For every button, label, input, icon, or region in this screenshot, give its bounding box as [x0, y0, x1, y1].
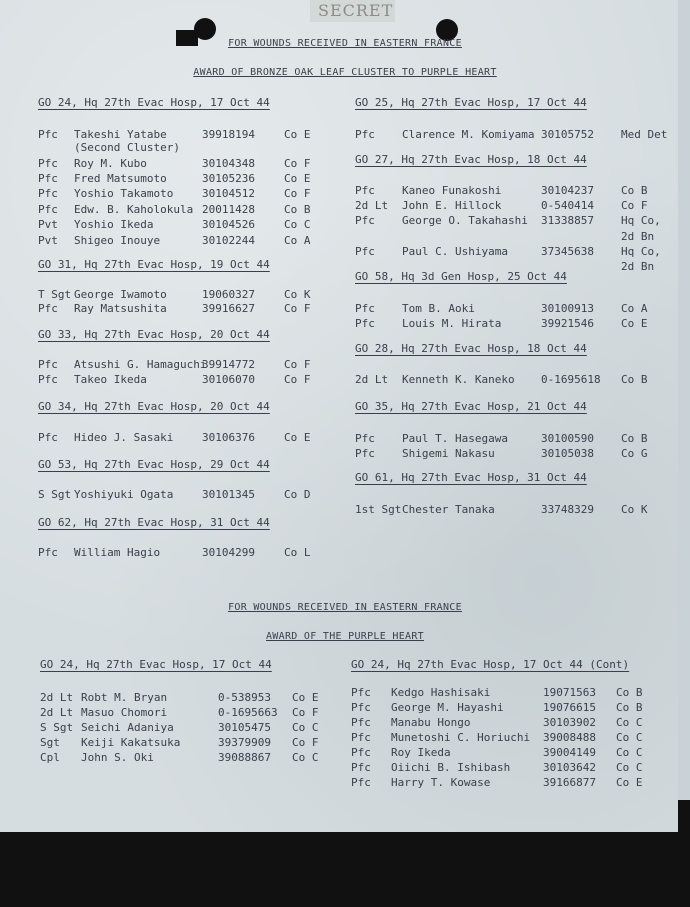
- soldier-rank: Pfc: [351, 716, 371, 729]
- soldier-rank: 1st Sgt: [355, 503, 402, 516]
- soldier-rank: Pfc: [38, 203, 58, 216]
- soldier-serial: 39918194: [202, 128, 255, 141]
- soldier-name: Chester Tanaka: [402, 503, 495, 516]
- soldier-rank: 2d Lt: [40, 706, 74, 719]
- soldier-serial: 31338857: [541, 214, 594, 227]
- soldier-name: Ray Matsushita: [74, 302, 167, 315]
- general-order-heading: GO 24, Hq 27th Evac Hosp, 17 Oct 44: [38, 96, 270, 109]
- soldier-name: Munetoshi C. Horiuchi: [391, 731, 531, 744]
- soldier-name: Paul C. Ushiyama: [402, 245, 508, 258]
- soldier-unit: Co C: [616, 761, 643, 774]
- soldier-serial: 39921546: [541, 317, 594, 330]
- soldier-unit: Co A: [284, 234, 311, 247]
- soldier-serial: 33748329: [541, 503, 594, 516]
- soldier-unit: Co C: [292, 721, 319, 734]
- general-order-heading: GO 53, Hq 27th Evac Hosp, 29 Oct 44: [38, 458, 270, 471]
- general-order-heading: GO 35, Hq 27th Evac Hosp, 21 Oct 44: [355, 400, 587, 413]
- soldier-serial: 0-1695663: [218, 706, 278, 719]
- soldier-name: Paul T. Hasegawa: [402, 432, 508, 445]
- part1-title: FOR WOUNDS RECEIVED IN EASTERN FRANCE: [228, 38, 462, 49]
- soldier-unit: Co E: [621, 317, 648, 330]
- soldier-serial: 39379909: [218, 736, 271, 749]
- soldier-rank: 2d Lt: [355, 199, 389, 212]
- soldier-rank: Pfc: [355, 214, 375, 227]
- soldier-rank: Pfc: [355, 184, 375, 197]
- soldier-name: Roy Ikeda: [391, 746, 451, 759]
- general-order-heading: GO 58, Hq 3d Gen Hosp, 25 Oct 44: [355, 270, 567, 283]
- soldier-serial: 30106376: [202, 431, 255, 444]
- general-order-heading: GO 25, Hq 27th Evac Hosp, 17 Oct 44: [355, 96, 587, 109]
- soldier-rank: Sgt: [40, 736, 60, 749]
- top-stamp: SECRET: [318, 1, 394, 20]
- soldier-name: Takeo Ikeda: [74, 373, 147, 386]
- soldier-unit: Co E: [616, 776, 643, 789]
- soldier-rank: T Sgt: [38, 288, 72, 301]
- soldier-serial: 30103642: [543, 761, 596, 774]
- soldier-unit: Co F: [292, 706, 319, 719]
- soldier-serial: 30104348: [202, 157, 255, 170]
- soldier-rank: Pfc: [38, 373, 58, 386]
- soldier-serial: 19076615: [543, 701, 596, 714]
- soldier-rank: Pfc: [38, 431, 58, 444]
- soldier-name: John E. Hillock: [402, 199, 502, 212]
- soldier-serial: 30104299: [202, 546, 255, 559]
- soldier-unit: Co L: [284, 546, 311, 559]
- soldier-name: George O. Takahashi: [402, 214, 528, 227]
- general-order-heading: GO 24, Hq 27th Evac Hosp, 17 Oct 44: [40, 658, 272, 671]
- part2-subtitle: AWARD OF THE PURPLE HEART: [265, 631, 424, 642]
- soldier-serial: 30103902: [543, 716, 596, 729]
- soldier-unit: Hq Co,: [621, 214, 661, 227]
- soldier-rank: Pfc: [351, 761, 371, 774]
- soldier-unit: Co F: [284, 358, 311, 371]
- soldier-name: Hideo J. Sasaki: [74, 431, 174, 444]
- soldier-unit: Co C: [616, 731, 643, 744]
- soldier-name: Takeshi Yatabe: [74, 128, 167, 141]
- soldier-unit: Co F: [284, 157, 311, 170]
- soldier-name: Yoshio Ikeda: [74, 218, 154, 231]
- general-order-heading: GO 24, Hq 27th Evac Hosp, 17 Oct 44 (Cont): [351, 658, 630, 671]
- soldier-name: Oiichi B. Ishibash: [391, 761, 511, 774]
- soldier-rank: Pfc: [355, 245, 375, 258]
- soldier-serial: 30100913: [541, 302, 594, 315]
- general-order-heading: GO 61, Hq 27th Evac Hosp, 31 Oct 44: [355, 471, 587, 484]
- soldier-serial: 19060327: [202, 288, 255, 301]
- soldier-rank: Pfc: [355, 302, 375, 315]
- soldier-rank: Pfc: [351, 776, 371, 789]
- soldier-unit: Co B: [616, 701, 643, 714]
- soldier-name: John S. Oki: [81, 751, 154, 764]
- soldier-rank: Pfc: [38, 187, 58, 200]
- general-order-heading: GO 27, Hq 27th Evac Hosp, 18 Oct 44: [355, 153, 587, 166]
- general-order-heading: GO 33, Hq 27th Evac Hosp, 20 Oct 44: [38, 328, 270, 341]
- soldier-serial: 30105475: [218, 721, 271, 734]
- soldier-name: Tom B. Aoki: [402, 302, 475, 315]
- soldier-name: Keiji Kakatsuka: [81, 736, 181, 749]
- soldier-rank: Pfc: [38, 358, 58, 371]
- soldier-rank: Pfc: [38, 302, 58, 315]
- soldier-serial: 20011428: [202, 203, 255, 216]
- soldier-unit: Co F: [292, 736, 319, 749]
- soldier-unit: Co K: [284, 288, 311, 301]
- soldier-unit: Med Det: [621, 128, 668, 141]
- soldier-unit: Co F: [284, 373, 311, 386]
- soldier-serial: 37345638: [541, 245, 594, 258]
- soldier-serial: 39914772: [202, 358, 255, 371]
- soldier-name: (Second Cluster): [74, 141, 180, 154]
- soldier-rank: Pfc: [38, 172, 58, 185]
- soldier-unit: Co B: [621, 373, 648, 386]
- soldier-name: Fred Matsumoto: [74, 172, 167, 185]
- soldier-name: Kenneth K. Kaneko: [402, 373, 515, 386]
- part1-subtitle: AWARD OF BRONZE OAK LEAF CLUSTER TO PURPLE HEART: [193, 67, 497, 78]
- soldier-rank: S Sgt: [40, 721, 74, 734]
- soldier-unit: Hq Co,: [621, 245, 661, 258]
- soldier-serial: 19071563: [543, 686, 596, 699]
- soldier-unit: Co C: [616, 716, 643, 729]
- soldier-name: George M. Hayashi: [391, 701, 504, 714]
- general-order-heading: GO 28, Hq 27th Evac Hosp, 18 Oct 44: [355, 342, 587, 355]
- soldier-unit: Co B: [621, 184, 648, 197]
- soldier-name: Roy M. Kubo: [74, 157, 147, 170]
- soldier-serial: 30104237: [541, 184, 594, 197]
- soldier-rank: Cpl: [40, 751, 60, 764]
- soldier-name: Harry T. Kowase: [391, 776, 491, 789]
- soldier-rank: Pfc: [355, 128, 375, 141]
- soldier-unit: Co E: [284, 172, 311, 185]
- soldier-unit: Co B: [616, 686, 643, 699]
- soldier-unit: Co C: [292, 751, 319, 764]
- soldier-serial: 0-540414: [541, 199, 594, 212]
- soldier-rank: Pfc: [355, 432, 375, 445]
- soldier-serial: 30100590: [541, 432, 594, 445]
- soldier-name: Shigemi Nakasu: [402, 447, 495, 460]
- soldier-rank: 2d Lt: [355, 373, 389, 386]
- soldier-name: Kaneo Funakoshi: [402, 184, 502, 197]
- soldier-name: Atsushi G. Hamaguchi: [74, 358, 207, 371]
- soldier-name: Edw. B. Kaholokula: [74, 203, 194, 216]
- soldier-unit: Co F: [284, 302, 311, 315]
- soldier-serial: 30101345: [202, 488, 255, 501]
- soldier-rank: Pvt: [38, 218, 58, 231]
- soldier-serial: 30104512: [202, 187, 255, 200]
- soldier-name: Manabu Hongo: [391, 716, 471, 729]
- part2-title: FOR WOUNDS RECEIVED IN EASTERN FRANCE: [228, 602, 462, 613]
- soldier-rank: Pfc: [351, 686, 371, 699]
- soldier-rank: Pfc: [38, 546, 58, 559]
- soldier-serial: 30105038: [541, 447, 594, 460]
- soldier-unit: Co C: [616, 746, 643, 759]
- soldier-unit: Co F: [284, 187, 311, 200]
- soldier-serial: 39004149: [543, 746, 596, 759]
- soldier-name: Kedgo Hashisaki: [391, 686, 491, 699]
- soldier-unit: 2d Bn: [621, 230, 655, 243]
- soldier-unit: Co E: [292, 691, 319, 704]
- soldier-name: William Hagio: [74, 546, 161, 559]
- soldier-unit: Co K: [621, 503, 648, 516]
- paper-edge: [678, 0, 690, 800]
- soldier-serial: 30105752: [541, 128, 594, 141]
- soldier-rank: Pfc: [351, 701, 371, 714]
- soldier-serial: 0-1695618: [541, 373, 601, 386]
- soldier-unit: Co C: [284, 218, 311, 231]
- general-order-heading: GO 31, Hq 27th Evac Hosp, 19 Oct 44: [38, 258, 270, 271]
- soldier-unit: Co B: [621, 432, 648, 445]
- soldier-serial: 0-538953: [218, 691, 271, 704]
- soldier-unit: Co E: [284, 128, 311, 141]
- soldier-name: Masuo Chomori: [81, 706, 168, 719]
- soldier-serial: 39088867: [218, 751, 271, 764]
- general-order-heading: GO 34, Hq 27th Evac Hosp, 20 Oct 44: [38, 400, 270, 413]
- soldier-name: Seichi Adaniya: [81, 721, 174, 734]
- soldier-serial: 39008488: [543, 731, 596, 744]
- soldier-unit: 2d Bn: [621, 260, 655, 273]
- soldier-name: Clarence M. Komiyama: [402, 128, 535, 141]
- soldier-serial: 30104526: [202, 218, 255, 231]
- soldier-unit: Co E: [284, 431, 311, 444]
- soldier-serial: 30102244: [202, 234, 255, 247]
- soldier-unit: Co G: [621, 447, 648, 460]
- soldier-name: Shigeo Inouye: [74, 234, 161, 247]
- soldier-rank: S Sgt: [38, 488, 72, 501]
- soldier-rank: Pfc: [355, 317, 375, 330]
- soldier-rank: Pvt: [38, 234, 58, 247]
- soldier-rank: Pfc: [38, 128, 58, 141]
- soldier-rank: Pfc: [351, 746, 371, 759]
- soldier-name: Yoshiyuki Ogata: [74, 488, 174, 501]
- soldier-unit: Co A: [621, 302, 648, 315]
- soldier-unit: Co F: [621, 199, 648, 212]
- soldier-unit: Co B: [284, 203, 311, 216]
- soldier-name: George Iwamoto: [74, 288, 167, 301]
- soldier-name: Louis M. Hirata: [402, 317, 502, 330]
- soldier-serial: 30105236: [202, 172, 255, 185]
- soldier-rank: 2d Lt: [40, 691, 74, 704]
- soldier-name: Yoshio Takamoto: [74, 187, 174, 200]
- soldier-serial: 30106070: [202, 373, 255, 386]
- soldier-name: Robt M. Bryan: [81, 691, 168, 704]
- soldier-rank: Pfc: [355, 447, 375, 460]
- general-order-heading: GO 62, Hq 27th Evac Hosp, 31 Oct 44: [38, 516, 270, 529]
- soldier-serial: 39166877: [543, 776, 596, 789]
- soldier-unit: Co D: [284, 488, 311, 501]
- soldier-rank: Pfc: [351, 731, 371, 744]
- soldier-serial: 39916627: [202, 302, 255, 315]
- soldier-rank: Pfc: [38, 157, 58, 170]
